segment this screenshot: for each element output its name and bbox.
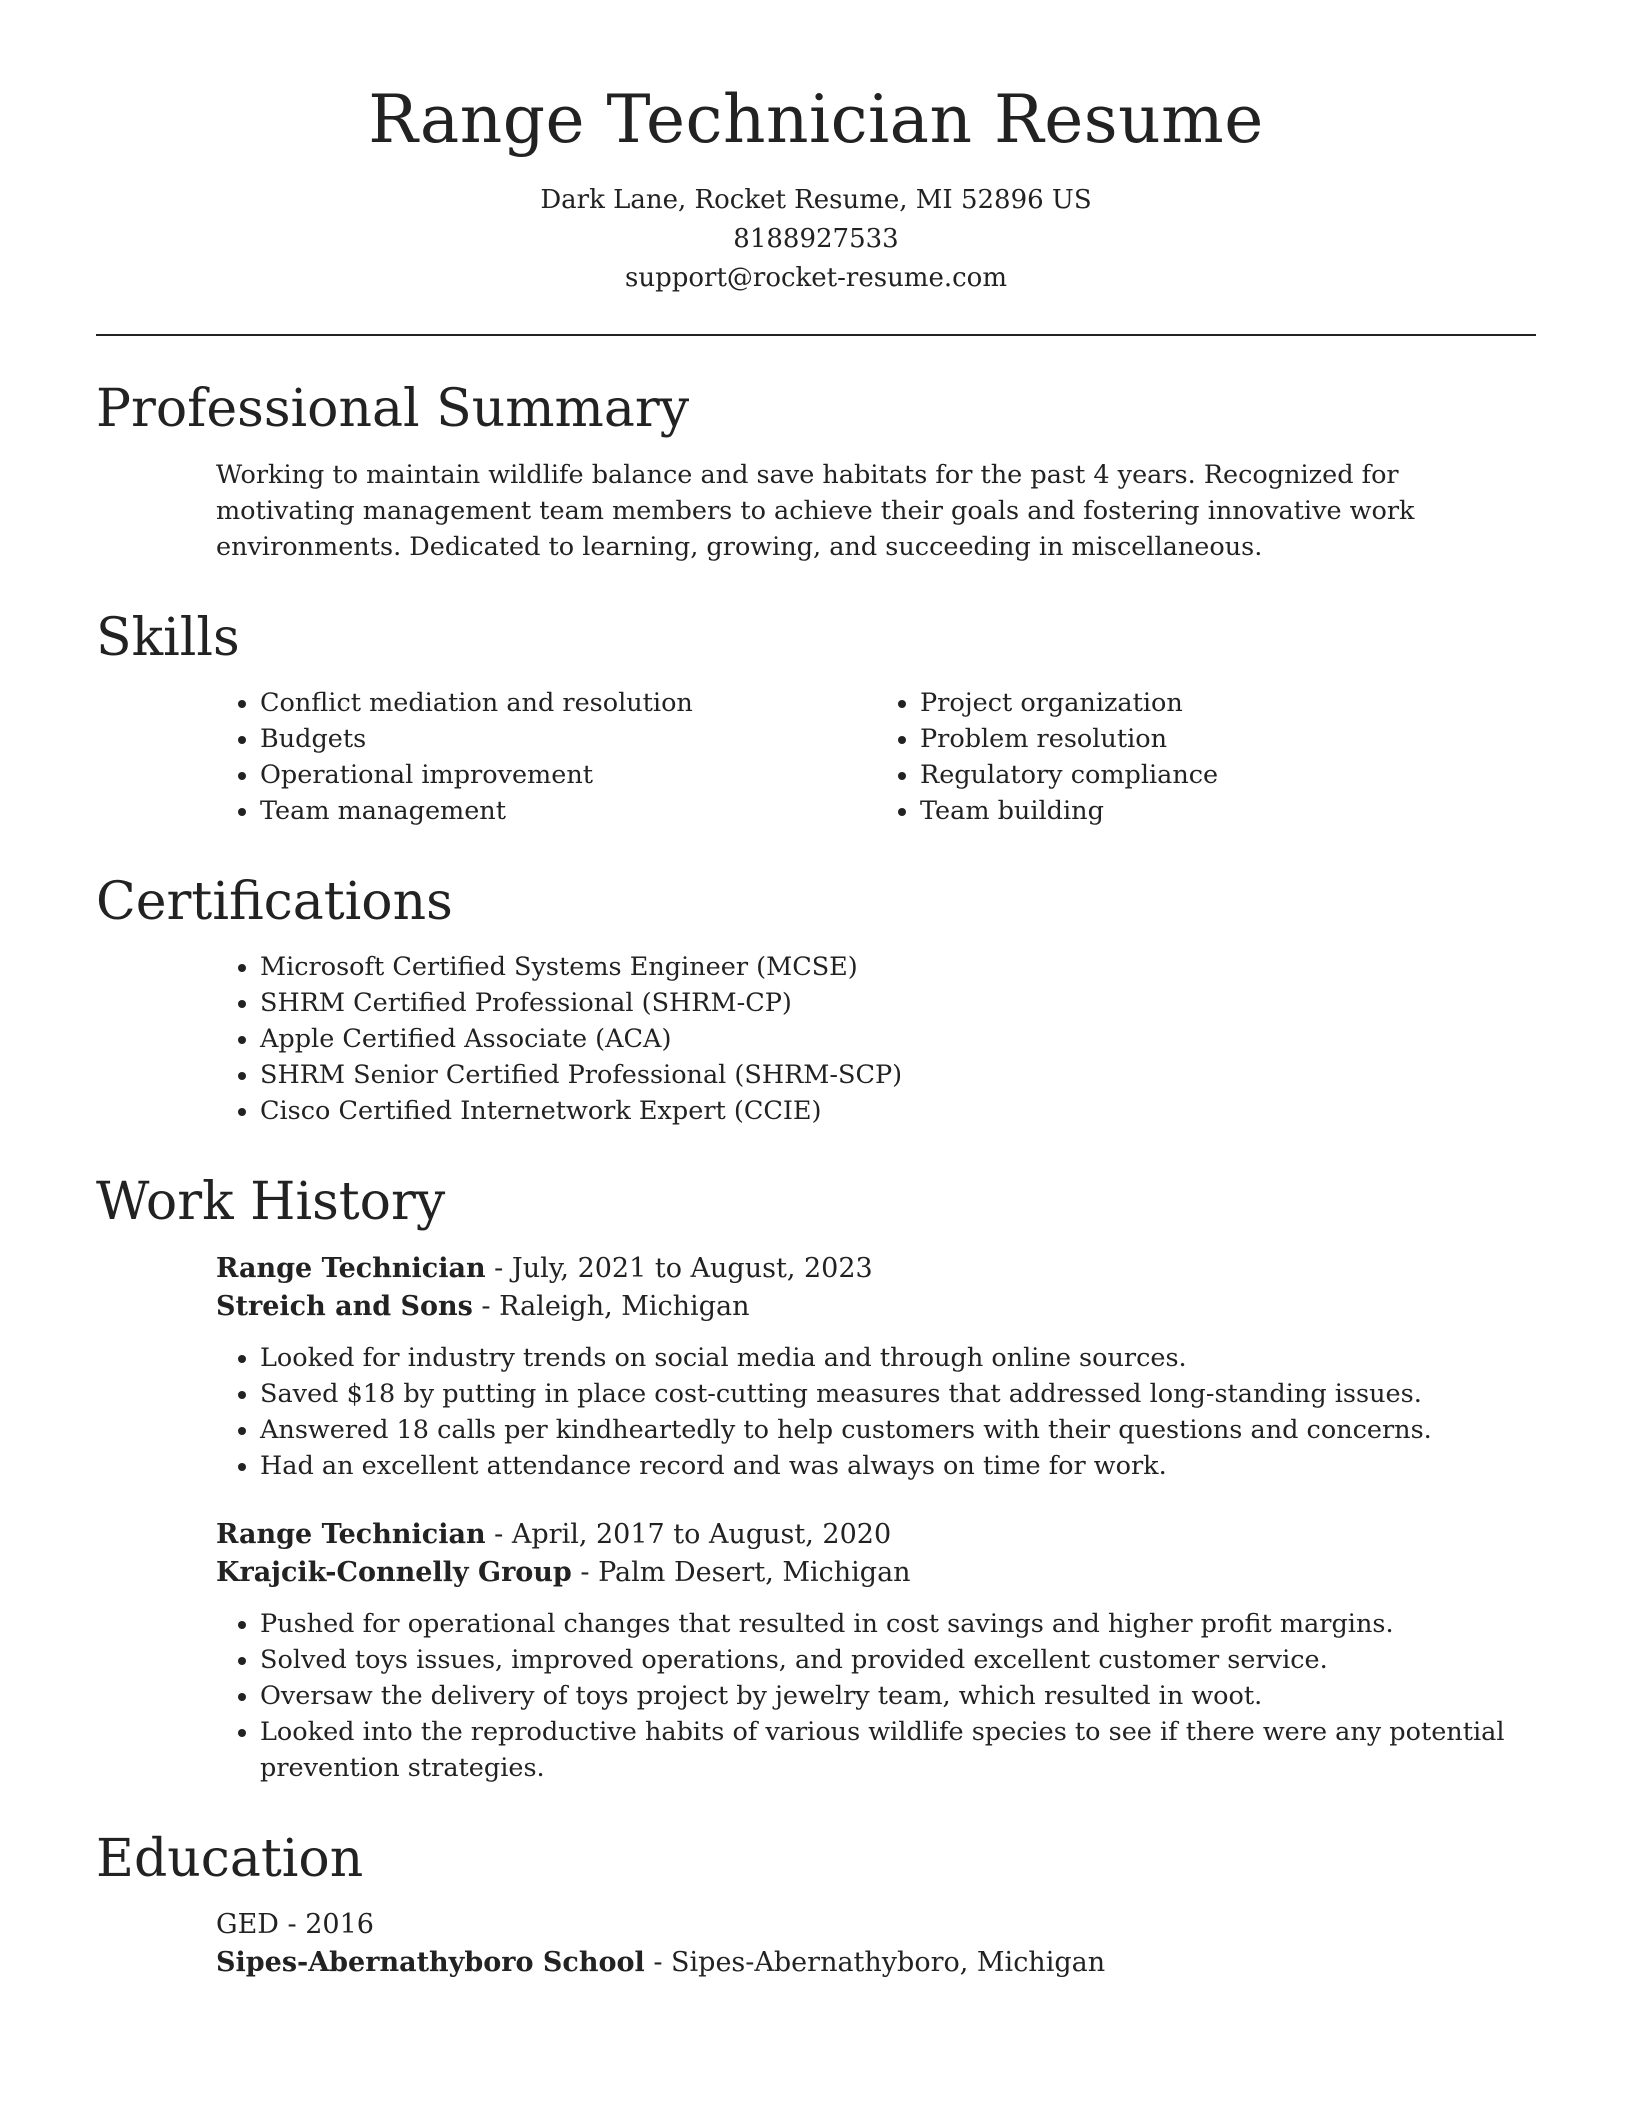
header-divider bbox=[96, 334, 1536, 336]
job-location: - Raleigh, Michigan bbox=[472, 1290, 750, 1322]
job-entry bbox=[216, 1516, 1536, 1786]
job-bullets bbox=[216, 1606, 1536, 1786]
contact-block bbox=[96, 181, 1536, 298]
work-history-section bbox=[96, 1250, 1536, 1786]
skill-item: • Conflict mediation and resolution bbox=[260, 685, 876, 721]
resume-header bbox=[96, 80, 1536, 298]
skills-section bbox=[96, 685, 1536, 829]
job-title: Range Technician bbox=[216, 1518, 486, 1550]
skills-grid bbox=[216, 685, 1536, 829]
skills-list-right bbox=[876, 685, 1536, 829]
certification-item: • SHRM Certified Professional (SHRM-CP) bbox=[260, 985, 1536, 1021]
job-title-line bbox=[216, 1250, 1536, 1288]
skills-heading: Skills bbox=[96, 607, 240, 668]
skills-list-left bbox=[216, 685, 876, 829]
work-history-heading: Work History bbox=[96, 1172, 446, 1233]
contact-phone: 8188927533 bbox=[733, 224, 899, 255]
job-bullets bbox=[216, 1340, 1536, 1484]
job-bullet: • Solved toys issues, improved operations, and provided excellent customer service. bbox=[260, 1642, 1536, 1678]
summary-section bbox=[96, 457, 1536, 565]
job-entry bbox=[216, 1250, 1536, 1484]
certification-item: • Apple Certified Associate (ACA) bbox=[260, 1021, 1536, 1057]
skill-item: • Team building bbox=[920, 793, 1536, 829]
job-dates: - July, 2021 to August, 2023 bbox=[485, 1252, 873, 1284]
job-company-line bbox=[216, 1554, 1536, 1592]
skill-item: • Operational improvement bbox=[260, 757, 876, 793]
job-company: Krajcik-Connelly Group bbox=[216, 1556, 572, 1588]
certification-item: • Cisco Certified Internetwork Expert (CCIE) bbox=[260, 1093, 1536, 1129]
skill-item: • Team management bbox=[260, 793, 876, 829]
job-company: Streich and Sons bbox=[216, 1290, 473, 1322]
summary-text: Working to maintain wildlife balance and save habitats for the past 4 years. Recognized for motivating management team members to achieve their goals and fostering innovative work environments. Dedicated to learning, growing, and succeeding in miscellaneous. bbox=[216, 459, 1415, 562]
job-bullet: • Looked for industry trends on social media and through online sources. bbox=[260, 1340, 1536, 1376]
job-bullet: • Saved $18 by putting in place cost-cutting measures that addressed long-standing issues. bbox=[260, 1376, 1536, 1412]
job-bullet: • Pushed for operational changes that resulted in cost savings and higher profit margins. bbox=[260, 1606, 1536, 1642]
summary-heading: Professional Summary bbox=[96, 379, 690, 440]
education-section bbox=[96, 1906, 1536, 1982]
education-location: - Sipes-Abernathyboro, Michigan bbox=[644, 1947, 1106, 1979]
education-heading: Education bbox=[96, 1828, 364, 1889]
certifications-heading: Certifications bbox=[96, 871, 453, 932]
skill-item: • Budgets bbox=[260, 721, 876, 757]
job-bullet: • Had an excellent attendance record and was always on time for work. bbox=[260, 1448, 1536, 1484]
education-entry bbox=[216, 1906, 1536, 1982]
certification-item: • Microsoft Certified Systems Engineer (MCSE) bbox=[260, 949, 1536, 985]
skill-item: • Problem resolution bbox=[920, 721, 1536, 757]
job-bullet: • Answered 18 calls per kindheartedly to help customers with their questions and concerns. bbox=[260, 1412, 1536, 1448]
education-degree: GED - 2016 bbox=[216, 1909, 374, 1941]
education-school: Sipes-Abernathyboro School bbox=[216, 1947, 645, 1979]
certification-item: • SHRM Senior Certified Professional (SHRM-SCP) bbox=[260, 1057, 1536, 1093]
contact-email: support@rocket-resume.com bbox=[624, 263, 1007, 294]
job-title-line bbox=[216, 1516, 1536, 1554]
certifications-section bbox=[96, 949, 1536, 1129]
job-bullet: • Looked into the reproductive habits of various wildlife species to see if there were any potential prevention strategies. bbox=[260, 1714, 1536, 1786]
skill-item: • Regulatory compliance bbox=[920, 757, 1536, 793]
job-bullet: • Oversaw the delivery of toys project by jewelry team, which resulted in woot. bbox=[260, 1678, 1536, 1714]
job-company-line bbox=[216, 1288, 1536, 1326]
certifications-list bbox=[216, 949, 1536, 1129]
job-dates: - April, 2017 to August, 2020 bbox=[485, 1518, 892, 1550]
job-title: Range Technician bbox=[216, 1252, 486, 1284]
job-location: - Palm Desert, Michigan bbox=[571, 1556, 911, 1588]
resume-title: Range Technician Resume bbox=[368, 81, 1264, 158]
education-school-line bbox=[216, 1944, 1536, 1982]
contact-address: Dark Lane, Rocket Resume, MI 52896 US bbox=[540, 185, 1092, 216]
skill-item: • Project organization bbox=[920, 685, 1536, 721]
